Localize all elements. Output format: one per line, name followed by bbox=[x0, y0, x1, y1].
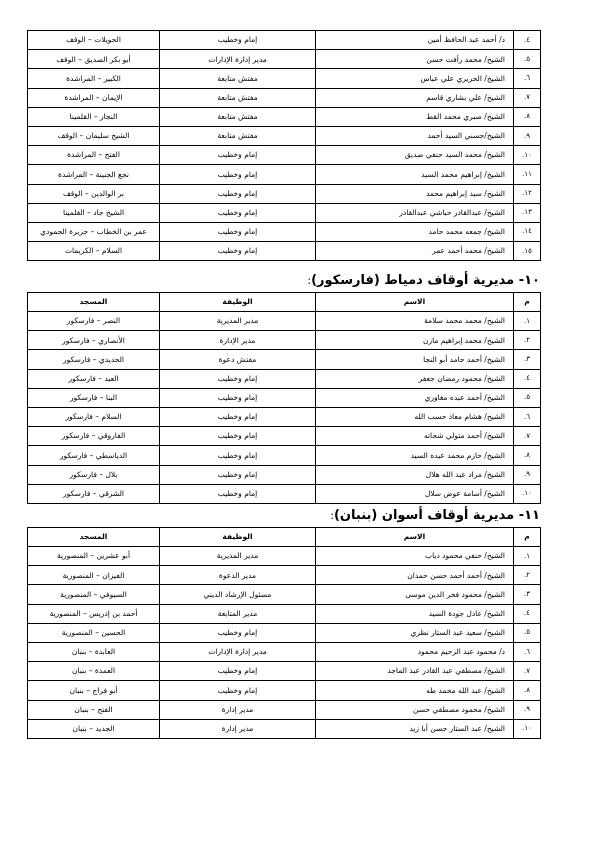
job-title: مدير إدارة الإدارات bbox=[160, 50, 316, 69]
table-row bbox=[28, 465, 541, 484]
mosque-name: العبد – فارسكور bbox=[28, 369, 160, 388]
row-number: ٩. bbox=[514, 700, 541, 719]
job-title: إمام وخطيب bbox=[160, 165, 316, 184]
job-title: مدير المتابعة bbox=[160, 604, 316, 623]
imam-name: الشيخ/ علي بشاري قاسم bbox=[316, 88, 514, 107]
table-row bbox=[28, 719, 541, 738]
row-number: ٦. bbox=[514, 407, 541, 426]
imam-name: الشيخ/ صبري محمد القط bbox=[316, 107, 514, 126]
job-title: مفتش متابعة bbox=[160, 107, 316, 126]
table-row bbox=[28, 604, 541, 623]
job-title: إمام وخطيب bbox=[160, 484, 316, 503]
table-row bbox=[28, 350, 541, 369]
row-number: ٧. bbox=[514, 427, 541, 446]
mosque-name: النجار – القلمينا bbox=[28, 107, 160, 126]
job-title: إمام وخطيب bbox=[160, 446, 316, 465]
table-row bbox=[28, 107, 541, 126]
job-title: مفتش متابعة bbox=[160, 126, 316, 145]
job-title: مدير إدارة الإدارات bbox=[160, 642, 316, 661]
row-number: ٧. bbox=[514, 662, 541, 681]
mosque-name: بر الوالدين – الوقف bbox=[28, 184, 160, 203]
mosque-name: الفتح – بنبان bbox=[28, 700, 160, 719]
table-row bbox=[28, 623, 541, 642]
mosque-name: الجديد – بنبان bbox=[28, 719, 160, 738]
mosque-name: أبو فراج – بنبان bbox=[28, 681, 160, 700]
table-row bbox=[28, 203, 541, 222]
job-title: مفتش متابعة bbox=[160, 88, 316, 107]
table-row bbox=[28, 547, 541, 566]
header-job: الوظيفة bbox=[160, 293, 316, 312]
job-title: إمام وخطيب bbox=[160, 623, 316, 642]
row-number: ٥. bbox=[514, 623, 541, 642]
row-number: ٥. bbox=[514, 388, 541, 407]
imam-name: الشيخ/ عبد الستار حسن أبا زيد bbox=[316, 719, 514, 738]
imam-name: الشيخ/ أسامة عوض سلال bbox=[316, 484, 514, 503]
imam-name: الشيخ/ محمد رأفت حسن bbox=[316, 50, 514, 69]
mosque-name: النصر – فارسكور bbox=[28, 312, 160, 331]
job-title: إمام وخطيب bbox=[160, 31, 316, 50]
job-title: إمام وخطيب bbox=[160, 242, 316, 261]
imam-name: الشيخ/ محمود مصطفي حسن bbox=[316, 700, 514, 719]
row-number: ٦. bbox=[514, 69, 541, 88]
job-title: مدير إدارة bbox=[160, 700, 316, 719]
table-row bbox=[28, 88, 541, 107]
imam-name: الشيخ/ حازم محمد عبده السيد bbox=[316, 446, 514, 465]
row-number: ١. bbox=[514, 547, 541, 566]
header-mosque: المسجد bbox=[28, 528, 160, 547]
job-title: إمام وخطيب bbox=[160, 662, 316, 681]
section-colon: : bbox=[307, 274, 312, 287]
section-colon: : bbox=[330, 509, 334, 522]
job-title: إمام وخطيب bbox=[160, 184, 316, 203]
mosque-name: الحسين – المنصورية bbox=[28, 623, 160, 642]
row-number: ١١. bbox=[514, 165, 541, 184]
table-row bbox=[28, 427, 541, 446]
mosque-name: أبو عشرين – المنصورية bbox=[28, 547, 160, 566]
job-title: إمام وخطيب bbox=[160, 388, 316, 407]
table-row bbox=[28, 222, 541, 241]
table-row bbox=[28, 388, 541, 407]
row-number: ١. bbox=[514, 312, 541, 331]
imam-name: د/ محمود عبد الرحيم محمود bbox=[316, 642, 514, 661]
mosque-name: الكبير – المراشدة bbox=[28, 69, 160, 88]
job-title: مدير المديرية bbox=[160, 547, 316, 566]
header-name: الاسم bbox=[316, 293, 514, 312]
damietta-imams-table bbox=[27, 292, 541, 504]
row-number: ٨. bbox=[514, 107, 541, 126]
table-row bbox=[28, 681, 541, 700]
imam-name: الشيخ/ أحمد متولي شحاته bbox=[316, 427, 514, 446]
mosque-name: السلام – فارسكور bbox=[28, 407, 160, 426]
imam-name: الشيخ/ إبراهيم محمد السيد bbox=[316, 165, 514, 184]
section-subtitle: (بنبان) bbox=[333, 508, 378, 523]
row-number: ١٤. bbox=[514, 222, 541, 241]
row-number: ٨. bbox=[514, 446, 541, 465]
table-row bbox=[28, 146, 541, 165]
section-number: ١١- bbox=[518, 508, 540, 523]
table-row bbox=[28, 126, 541, 145]
row-number: ٦. bbox=[514, 642, 541, 661]
mosque-name: الحويلات – الوقف bbox=[28, 31, 160, 50]
imam-name: الشيخ/ عادل جودة السيد bbox=[316, 604, 514, 623]
mosque-name: نجع الجنينة – المراشدة bbox=[28, 165, 160, 184]
imam-name: الشيخ/ أحمد حامد أبو النجا bbox=[316, 350, 514, 369]
imam-name: الشيخ/ محمود رمضان جعفر bbox=[316, 369, 514, 388]
imam-name: الشيخ/ محمود فخر الدين موسى bbox=[316, 585, 514, 604]
table-row bbox=[28, 446, 541, 465]
row-number: ٩. bbox=[514, 126, 541, 145]
table-row bbox=[28, 585, 541, 604]
imam-name: الشيخ/ مصطفي عبد القادر عبد الماجد bbox=[316, 662, 514, 681]
job-title: إمام وخطيب bbox=[160, 203, 316, 222]
section-title: مديرية أوقاف أسوان bbox=[381, 508, 515, 523]
row-number: ٧. bbox=[514, 88, 541, 107]
table-row bbox=[28, 700, 541, 719]
header-number: م bbox=[514, 528, 541, 547]
job-title: مفتش متابعة bbox=[160, 69, 316, 88]
imam-name: الشيخ/ أحمد أحمد حسن حمدان bbox=[316, 566, 514, 585]
mosque-name: الأنصاري – فارسكور bbox=[28, 331, 160, 350]
table-row bbox=[28, 369, 541, 388]
imam-name: الشيخ/ جمعه محمد حامد bbox=[316, 222, 514, 241]
section-subtitle: (فارسكور) bbox=[311, 273, 380, 288]
mosque-name: أحمد بن إدريس – المنصورية bbox=[28, 604, 160, 623]
mosque-name: الفيزان – المنصورية bbox=[28, 566, 160, 585]
mosque-name: الإيمان – المراشدة bbox=[28, 88, 160, 107]
imam-name: الشيخ/ مراد عبد الله هلال bbox=[316, 465, 514, 484]
job-title: مدير إدارة bbox=[160, 719, 316, 738]
imam-name: الشيخ/ محمد محمد سلامة bbox=[316, 312, 514, 331]
job-title: مدير المديرية bbox=[160, 312, 316, 331]
mosque-name: بلال – فارسكور bbox=[28, 465, 160, 484]
imam-name: الشيخ/ الحريري علي عباس bbox=[316, 69, 514, 88]
row-number: ٣. bbox=[514, 350, 541, 369]
mosque-name: عمر بن الخطاب – جزيرة الحمودي bbox=[28, 222, 160, 241]
imam-name: الشيخ/ سعيد عبد الستار نظري bbox=[316, 623, 514, 642]
imam-name: الشيخ/ محمد أحمد عمر bbox=[316, 242, 514, 261]
table-row bbox=[28, 331, 541, 350]
row-number: ٨. bbox=[514, 681, 541, 700]
mosque-name: البنا – فارسكور bbox=[28, 388, 160, 407]
header-name: الاسم bbox=[316, 528, 514, 547]
table-row bbox=[28, 484, 541, 503]
mosque-name: الفاروقي – فارسكور bbox=[28, 427, 160, 446]
imam-name: الشيخ/ عبد الله محمد طه bbox=[316, 681, 514, 700]
mosque-name: الحديدي – فارسكور bbox=[28, 350, 160, 369]
table-row bbox=[28, 184, 541, 203]
mosque-name: العمدة – بنبان bbox=[28, 662, 160, 681]
mosque-name: الشرقي – فارسكور bbox=[28, 484, 160, 503]
section-10-heading bbox=[27, 274, 540, 287]
imam-name: الشيخ/ أحمد عبده مغاوري bbox=[316, 388, 514, 407]
table-row bbox=[28, 69, 541, 88]
row-number: ١٠. bbox=[514, 484, 541, 503]
table-row bbox=[28, 662, 541, 681]
header-mosque: المسجد bbox=[28, 293, 160, 312]
aswan-imams-table bbox=[27, 527, 541, 739]
imam-name: د/ أحمد عبد الحافظ أمين bbox=[316, 31, 514, 50]
job-title: إمام وخطيب bbox=[160, 407, 316, 426]
imam-name: الشيخ/ محمد إبراهيم مازن bbox=[316, 331, 514, 350]
imam-name: الشيخ/ عبدالقادر حباشي عبدالقادر bbox=[316, 203, 514, 222]
job-title: إمام وخطيب bbox=[160, 465, 316, 484]
row-number: ٤. bbox=[514, 604, 541, 623]
mosque-name: الشيخ جاد – القلمينا bbox=[28, 203, 160, 222]
row-number: ٤. bbox=[514, 31, 541, 50]
section-11-heading bbox=[27, 509, 540, 522]
mosque-name: الشيخ سليمان – الوقف bbox=[28, 126, 160, 145]
row-number: ١٢. bbox=[514, 184, 541, 203]
mosque-name: العابدة – بنبان bbox=[28, 642, 160, 661]
table-row bbox=[28, 566, 541, 585]
mosque-name: الدياسطي – فارسكور bbox=[28, 446, 160, 465]
table-row bbox=[28, 312, 541, 331]
imam-name: الشيخ/ سيد إبراهيم محمد bbox=[316, 184, 514, 203]
row-number: ١٠. bbox=[514, 719, 541, 738]
row-number: ١٠. bbox=[514, 146, 541, 165]
mosque-name: أبو بكر الصديق – الوقف bbox=[28, 50, 160, 69]
job-title: مدير الإدارة bbox=[160, 331, 316, 350]
job-title: إمام وخطيب bbox=[160, 146, 316, 165]
section-number: ١٠- bbox=[518, 273, 540, 288]
row-number: ٥. bbox=[514, 50, 541, 69]
row-number: ٣. bbox=[514, 585, 541, 604]
section-title: مديرية أوقاف دمياط bbox=[384, 273, 515, 288]
header-number: م bbox=[514, 293, 541, 312]
mosque-name: السيوفي – المنصورية bbox=[28, 585, 160, 604]
table-row bbox=[28, 31, 541, 50]
imams-table-continued bbox=[27, 30, 541, 261]
row-number: ٩. bbox=[514, 465, 541, 484]
imam-name: الشيخ/ حنفي محمود دياب bbox=[316, 547, 514, 566]
row-number: ٤. bbox=[514, 369, 541, 388]
job-title: مدير الدعوة bbox=[160, 566, 316, 585]
table-row bbox=[28, 242, 541, 261]
mosque-name: الفتح – المراشدة bbox=[28, 146, 160, 165]
row-number: ٢. bbox=[514, 331, 541, 350]
imam-name: الشيخ/ محمد السيد حنفي صديق bbox=[316, 146, 514, 165]
row-number: ٢. bbox=[514, 566, 541, 585]
imam-name: الشيخ/ هشام معاذ حسب الله bbox=[316, 407, 514, 426]
row-number: ١٣. bbox=[514, 203, 541, 222]
job-title: مسئول الإرشاد الديني bbox=[160, 585, 316, 604]
header-job: الوظيفة bbox=[160, 528, 316, 547]
row-number: ١٥. bbox=[514, 242, 541, 261]
job-title: إمام وخطيب bbox=[160, 427, 316, 446]
table-row bbox=[28, 165, 541, 184]
table-row bbox=[28, 50, 541, 69]
job-title: مفتش دعوة bbox=[160, 350, 316, 369]
job-title: إمام وخطيب bbox=[160, 369, 316, 388]
imam-name: الشيخ/حسني السيد أحمد bbox=[316, 126, 514, 145]
job-title: إمام وخطيب bbox=[160, 681, 316, 700]
mosque-name: السلام – الكريمات bbox=[28, 242, 160, 261]
table-row bbox=[28, 642, 541, 661]
job-title: إمام وخطيب bbox=[160, 222, 316, 241]
table-row bbox=[28, 407, 541, 426]
